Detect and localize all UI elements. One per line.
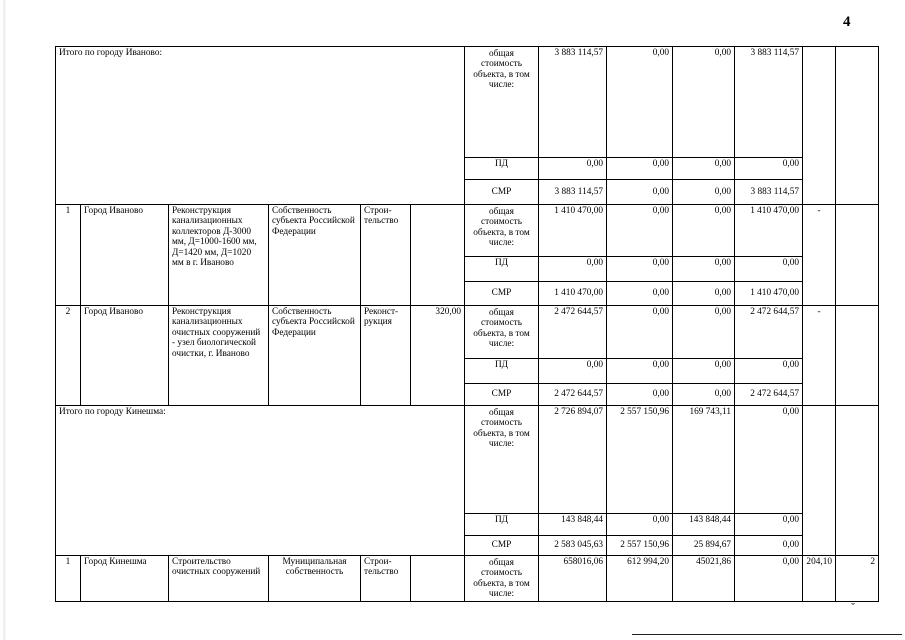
cell-value: 3 883 114,57 xyxy=(735,47,803,158)
pd-label: ПД xyxy=(465,257,539,282)
cell-value: 0,00 xyxy=(607,205,673,257)
cell-value: 143 848,44 xyxy=(673,514,735,536)
cell-value: 2 472 644,57 xyxy=(735,384,803,406)
table-row xyxy=(56,306,879,359)
cell-value: 0,00 xyxy=(673,180,735,205)
cell-value: 2 472 644,57 xyxy=(539,306,607,359)
cell-value: 2 xyxy=(836,556,879,602)
cell-value: 0,00 xyxy=(735,536,803,556)
cell-value: 0,00 xyxy=(607,359,673,384)
cell-value: 0,00 xyxy=(673,384,735,406)
total-cost-label: общая стоимость объекта, в том числе: xyxy=(465,205,539,257)
cell-value: 2 472 644,57 xyxy=(735,306,803,359)
row-number: 1 xyxy=(56,205,81,306)
cell-value: 0,00 xyxy=(673,306,735,359)
group-title: Итого по городу Иваново: xyxy=(56,47,465,205)
cell-value: 0,00 xyxy=(673,257,735,282)
table-row xyxy=(56,47,879,158)
page-number: 4 xyxy=(843,14,851,30)
investment-table xyxy=(55,46,879,602)
cell-value: 0,00 xyxy=(607,47,673,158)
work-type: Строи-тельство xyxy=(361,205,411,306)
cell-value: 1 410 470,00 xyxy=(539,282,607,306)
smr-label: СМР xyxy=(465,282,539,306)
cell-value: 169 743,11 xyxy=(673,406,735,514)
object-name: Строительство очистных сооружений xyxy=(169,556,269,602)
cell-value: 0,00 xyxy=(607,282,673,306)
city: Город Кинешма xyxy=(81,556,169,602)
pd-label: ПД xyxy=(465,359,539,384)
extra-value: - xyxy=(803,306,836,406)
ownership: Собственность субъекта Российской Федерации xyxy=(269,306,361,406)
cell-value: 0,00 xyxy=(735,359,803,384)
city: Город Иваново xyxy=(81,306,169,406)
cell-value: 0,00 xyxy=(735,257,803,282)
capacity xyxy=(411,556,465,602)
table-row xyxy=(56,406,879,514)
row-number: 1 xyxy=(56,556,81,602)
work-type: Реконст-рукция xyxy=(361,306,411,406)
cell-value: 25 894,67 xyxy=(673,536,735,556)
group-title: Итого по городу Кинешма: xyxy=(56,406,465,556)
empty-cell xyxy=(836,306,879,406)
table-row xyxy=(56,556,879,602)
cell-value: 0,00 xyxy=(607,384,673,406)
empty-cell xyxy=(836,406,879,556)
cell-value: 658016,06 xyxy=(539,556,607,602)
extra-value: - xyxy=(803,205,836,306)
empty-cell xyxy=(803,406,836,556)
cell-value: 0,00 xyxy=(539,158,607,180)
smr-label: СМР xyxy=(465,180,539,205)
cell-value: 0,00 xyxy=(673,205,735,257)
smr-label: СМР xyxy=(465,384,539,406)
scan-mark: ˘ xyxy=(851,600,855,614)
table-row xyxy=(56,205,879,257)
cell-value: 0,00 xyxy=(607,306,673,359)
object-name: Реконструкция канализационных коллекторов Д-3000 мм, Д=1000-1600 мм, Д=1420 мм, Д=1020 мм в г. Иваново xyxy=(169,205,269,306)
total-cost-label: общая стоимость объекта, в том числе: xyxy=(465,406,539,514)
cell-value: 0,00 xyxy=(607,158,673,180)
bottom-rule xyxy=(632,634,902,635)
cell-value: 0,00 xyxy=(673,359,735,384)
cell-value: 3 883 114,57 xyxy=(539,180,607,205)
cell-value: 3 883 114,57 xyxy=(735,180,803,205)
smr-label: СМР xyxy=(465,536,539,556)
cell-value: 0,00 xyxy=(539,359,607,384)
cell-value: 0,00 xyxy=(607,180,673,205)
scan-edge xyxy=(0,0,8,640)
cell-value: 0,00 xyxy=(673,158,735,180)
cell-value: 0,00 xyxy=(673,47,735,158)
pd-label: ПД xyxy=(465,158,539,180)
object-name: Реконструкция канализационных очистных сооружений - узел биологической очистки, г. Иваново xyxy=(169,306,269,406)
total-cost-label: общая стоимость объекта, в том числе: xyxy=(465,556,539,602)
empty-cell xyxy=(836,205,879,306)
cell-value: 45021,86 xyxy=(673,556,735,602)
empty-cell xyxy=(803,47,836,205)
row-number: 2 xyxy=(56,306,81,406)
cell-value: 3 883 114,57 xyxy=(539,47,607,158)
empty-cell xyxy=(836,47,879,205)
cell-value: 0,00 xyxy=(607,514,673,536)
total-cost-label: общая стоимость объекта, в том числе: xyxy=(465,306,539,359)
work-type: Строи-тельство xyxy=(361,556,411,602)
cell-value: 0,00 xyxy=(735,406,803,514)
cell-value: 2 557 150,96 xyxy=(607,536,673,556)
total-cost-label: общая стоимость объекта, в том числе: xyxy=(465,47,539,158)
pd-label: ПД xyxy=(465,514,539,536)
cell-value: 204,10 xyxy=(803,556,836,602)
cell-value: 2 557 150,96 xyxy=(607,406,673,514)
cell-value: 0,00 xyxy=(673,282,735,306)
capacity: 320,00 xyxy=(411,306,465,406)
cell-value: 0,00 xyxy=(607,257,673,282)
capacity xyxy=(411,205,465,306)
cell-value: 2 583 045,63 xyxy=(539,536,607,556)
cell-value: 1 410 470,00 xyxy=(539,205,607,257)
cell-value: 2 726 894,07 xyxy=(539,406,607,514)
cell-value: 143 848,44 xyxy=(539,514,607,536)
cell-value: 0,00 xyxy=(735,514,803,536)
cell-value: 0,00 xyxy=(539,257,607,282)
cell-value: 0,00 xyxy=(735,556,803,602)
ownership: Собственность субъекта Российской Федерации xyxy=(269,205,361,306)
cell-value: 1 410 470,00 xyxy=(735,282,803,306)
cell-value: 2 472 644,57 xyxy=(539,384,607,406)
cell-value: 612 994,20 xyxy=(607,556,673,602)
cell-value: 0,00 xyxy=(735,158,803,180)
city: Город Иваново xyxy=(81,205,169,306)
cell-value: 1 410 470,00 xyxy=(735,205,803,257)
ownership: Муниципальная собственность xyxy=(269,556,361,602)
